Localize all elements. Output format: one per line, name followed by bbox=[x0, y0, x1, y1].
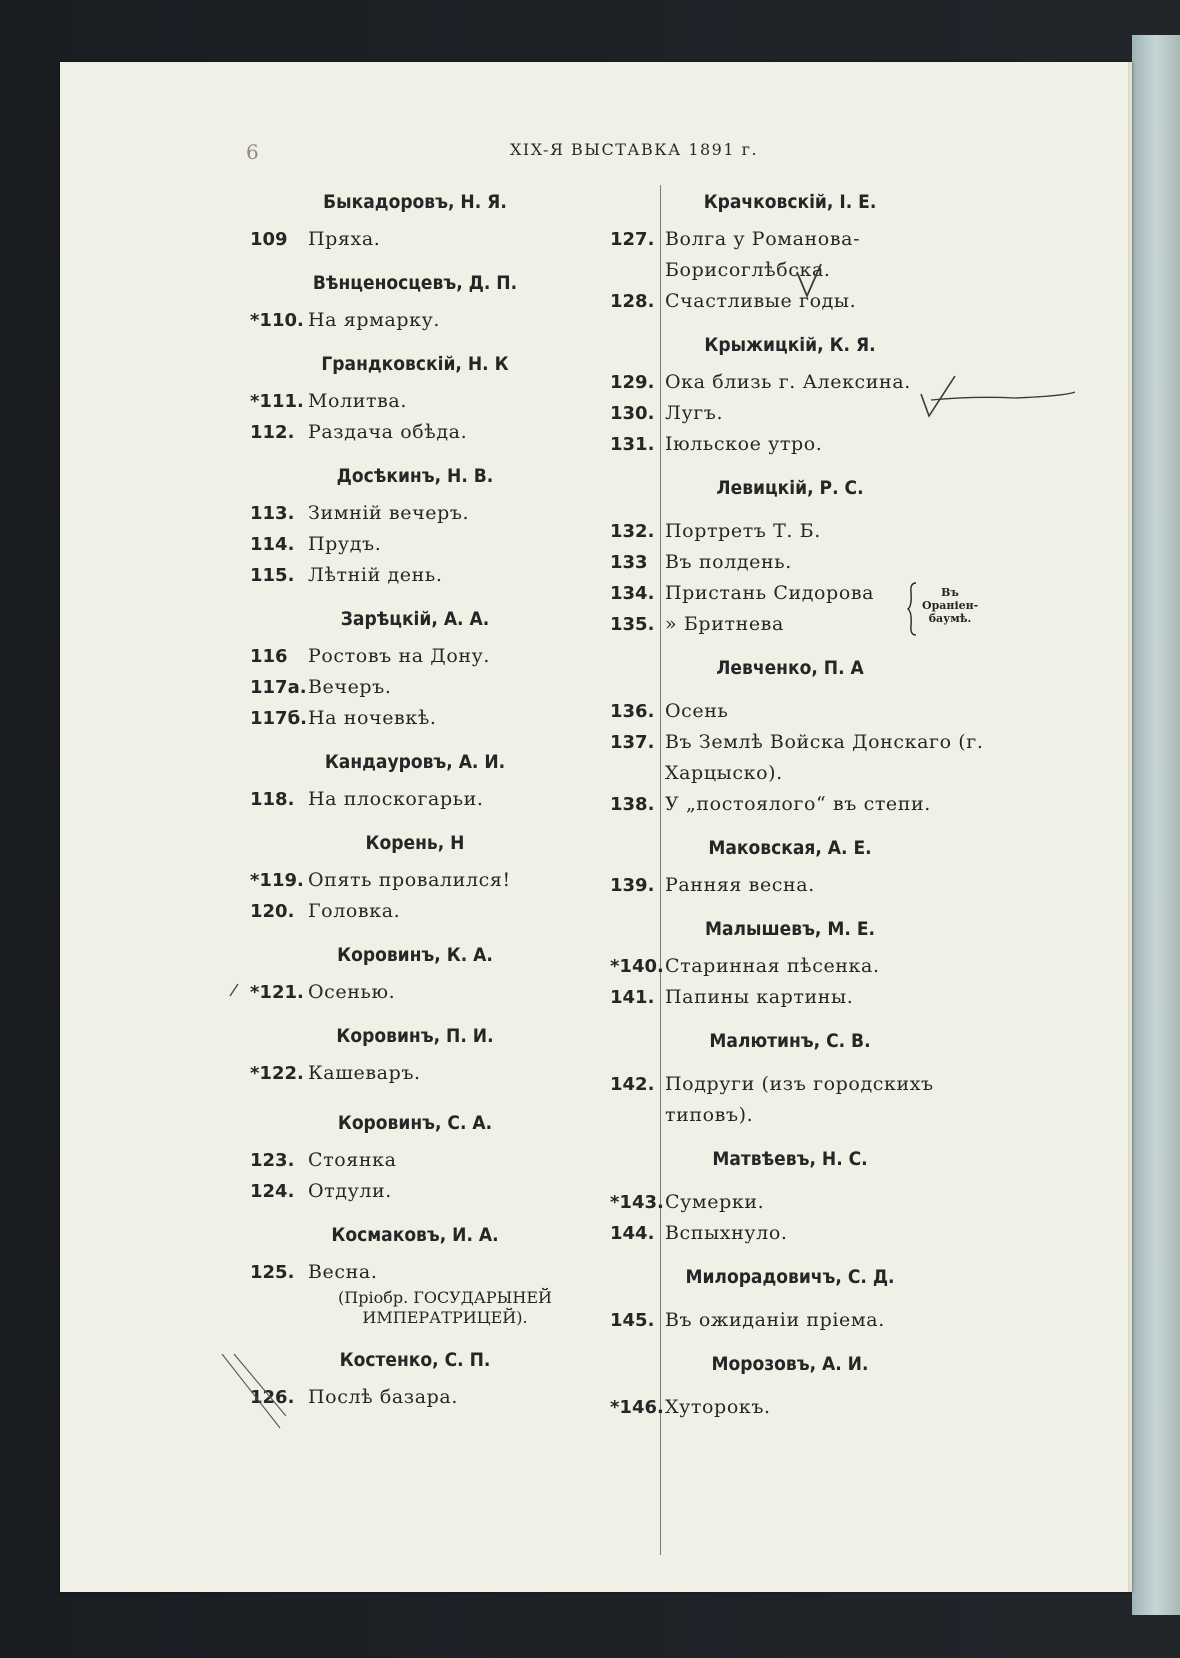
entry-number: 137. bbox=[610, 732, 655, 753]
artist-heading: Коровинъ, К. А. bbox=[337, 944, 493, 966]
page-header bbox=[60, 140, 1132, 170]
entry-number: 145. bbox=[610, 1310, 655, 1331]
entry-number: *111. bbox=[250, 391, 304, 412]
entry-title: Прудъ. bbox=[308, 533, 382, 555]
entry-number: 109 bbox=[250, 229, 288, 250]
entry-title: Счастливые годы. bbox=[665, 290, 857, 312]
entry-number: 124. bbox=[250, 1181, 295, 1202]
entry-number: 125. bbox=[250, 1262, 295, 1283]
entry-number: 128. bbox=[610, 291, 655, 312]
catalog-entry bbox=[610, 1392, 1110, 1423]
entry-number: *146. bbox=[610, 1397, 664, 1418]
entry-title: Молитва. bbox=[308, 390, 408, 412]
catalog-entry bbox=[610, 367, 1110, 398]
entry-title: Въ ожиданіи пріема. bbox=[665, 1309, 885, 1331]
acquisition-note: (Пріобр. ГОСУДАРЫНЕЙ ИМПЕРАТРИЦЕЙ). bbox=[338, 1288, 552, 1327]
entry-number: 136. bbox=[610, 701, 655, 722]
location-note: Въ Ораніен-баумѣ. bbox=[922, 586, 979, 625]
entry-number: 130. bbox=[610, 403, 655, 424]
right-column bbox=[610, 180, 1110, 1423]
entry-number: 142. bbox=[610, 1074, 655, 1095]
entry-title: У „постоялого“ въ степи. bbox=[665, 793, 931, 815]
pencil-tick-icon bbox=[228, 980, 242, 998]
artist-heading: Малышевъ, М. Е. bbox=[704, 918, 876, 940]
page-fold bbox=[1128, 62, 1132, 1592]
entry-number: 129. bbox=[610, 372, 655, 393]
entry-number: 115. bbox=[250, 565, 295, 586]
entry-title: Ростовъ на Дону. bbox=[308, 645, 491, 667]
entry-title: Вечеръ. bbox=[308, 676, 392, 698]
entry-number: 133 bbox=[610, 552, 648, 573]
entry-number: 131. bbox=[610, 434, 655, 455]
catalog-entry bbox=[610, 429, 1110, 460]
catalog-entry bbox=[610, 951, 1110, 982]
entry-title: На ночевкѣ. bbox=[308, 707, 437, 729]
artist-heading: Морозовъ, А. И. bbox=[711, 1353, 869, 1375]
catalog-entry bbox=[610, 1069, 1110, 1131]
artist-heading: Кандауровъ, А. И. bbox=[324, 751, 506, 773]
entry-title: » Бритнева bbox=[665, 613, 784, 635]
catalog-entry bbox=[610, 224, 1110, 286]
artist-heading: Коровинъ, П. И. bbox=[336, 1025, 494, 1047]
entry-number: 138. bbox=[610, 794, 655, 815]
entry-title: Іюльское утро. bbox=[665, 433, 823, 455]
entry-number: 117б. bbox=[250, 708, 307, 729]
entry-title: Портретъ Т. Б. bbox=[665, 520, 821, 542]
entry-number: 141. bbox=[610, 987, 655, 1008]
entry-title: Весна. bbox=[308, 1261, 378, 1283]
entry-number: 118. bbox=[250, 789, 295, 810]
entry-number: *140. bbox=[610, 956, 664, 977]
artist-heading: Коровинъ, С. А. bbox=[337, 1112, 493, 1134]
curly-brace-icon bbox=[907, 582, 919, 636]
artist-heading: Досѣкинъ, Н. В. bbox=[336, 465, 494, 487]
entry-title: Лугъ. bbox=[665, 402, 724, 424]
entry-number: *143. bbox=[610, 1192, 664, 1213]
catalog-entry bbox=[610, 1305, 1110, 1336]
catalog-entry bbox=[610, 609, 1110, 640]
artist-heading: Космаковъ, И. А. bbox=[331, 1224, 499, 1246]
entry-number: 123. bbox=[250, 1150, 295, 1171]
entry-title: Послѣ базара. bbox=[308, 1386, 459, 1408]
artist-heading: Вѣнценосцевъ, Д. П. bbox=[312, 272, 518, 294]
catalog-entry bbox=[610, 727, 1110, 789]
entry-title: Подруги (изъ городскихъ типовъ). bbox=[665, 1073, 934, 1126]
entry-title: Пряха. bbox=[308, 228, 381, 250]
artist-heading: Милорадовичъ, С. Д. bbox=[685, 1266, 895, 1288]
book-edge-strip bbox=[1132, 35, 1180, 1615]
entry-title: Стоянка bbox=[308, 1149, 397, 1171]
entry-title: Сумерки. bbox=[665, 1191, 765, 1213]
artist-heading: Левченко, П. А bbox=[716, 657, 864, 679]
entry-title: Волга у Романова-Борисоглѣбска. bbox=[665, 228, 861, 281]
entry-title: Опять провалился! bbox=[308, 869, 511, 891]
catalog-entry bbox=[610, 516, 1110, 547]
entry-number: 117а. bbox=[250, 677, 307, 698]
artist-heading: Малютинъ, С. В. bbox=[709, 1030, 871, 1052]
entry-title: Пристань Сидорова bbox=[665, 582, 875, 604]
entry-number: *122. bbox=[250, 1063, 304, 1084]
entry-number: *119. bbox=[250, 870, 304, 891]
artist-heading: Зарѣцкій, А. А. bbox=[340, 608, 490, 630]
artist-heading: Корень, Н bbox=[365, 832, 465, 854]
catalog-entry bbox=[610, 870, 1110, 901]
entry-number: *121. bbox=[250, 982, 304, 1003]
catalog-entry bbox=[610, 398, 1110, 429]
entry-number: 116 bbox=[250, 646, 288, 667]
artist-heading: Грандковскій, Н. К bbox=[321, 353, 509, 375]
entry-title: Отдули. bbox=[308, 1180, 392, 1202]
artist-heading: Костенко, С. П. bbox=[339, 1349, 491, 1371]
entry-title: Лѣтній день. bbox=[308, 564, 443, 586]
entry-title: Кашеваръ. bbox=[308, 1062, 421, 1084]
entry-number: 112. bbox=[250, 422, 295, 443]
catalog-entry bbox=[610, 1218, 1110, 1249]
entry-title: Зимній вечеръ. bbox=[308, 502, 470, 524]
entry-title: Головка. bbox=[308, 900, 401, 922]
entry-title: Осенью. bbox=[308, 981, 396, 1003]
entry-number: 135. bbox=[610, 614, 655, 635]
entry-title: Ока близь г. Алексина. bbox=[665, 371, 911, 393]
entry-number: 114. bbox=[250, 534, 295, 555]
catalog-entry bbox=[610, 982, 1110, 1013]
artist-heading: Левицкій, Р. С. bbox=[716, 477, 864, 499]
artist-heading: Матвѣевъ, Н. С. bbox=[712, 1148, 868, 1170]
entry-number: 144. bbox=[610, 1223, 655, 1244]
artist-heading: Маковская, А. Е. bbox=[708, 837, 872, 859]
catalog-entry bbox=[610, 578, 1110, 609]
entry-number: 139. bbox=[610, 875, 655, 896]
entry-number: 120. bbox=[250, 901, 295, 922]
entry-number: *110. bbox=[250, 310, 304, 331]
entry-number: 132. bbox=[610, 521, 655, 542]
catalog-entry bbox=[610, 789, 1110, 820]
page-number: 6 bbox=[246, 140, 259, 164]
entry-title: Осень bbox=[665, 700, 729, 722]
entry-number: 134. bbox=[610, 583, 655, 604]
catalog-entry bbox=[610, 286, 1110, 317]
artist-heading: Крыжицкій, К. Я. bbox=[704, 334, 876, 356]
running-title: XIX-Я ВЫСТАВКА 1891 г. bbox=[510, 140, 759, 159]
catalog-entry bbox=[610, 696, 1110, 727]
entry-title: Хуторокъ. bbox=[665, 1396, 771, 1418]
entry-number: 126. bbox=[250, 1387, 295, 1408]
entry-number: 113. bbox=[250, 503, 295, 524]
entry-title: Ранняя весна. bbox=[665, 874, 815, 896]
catalog-entry bbox=[610, 547, 1110, 578]
artist-heading: Быкадоровъ, Н. Я. bbox=[323, 191, 507, 213]
entry-title: Въ полдень. bbox=[665, 551, 792, 573]
catalog-entry bbox=[610, 1187, 1110, 1218]
artist-heading: Крачковскій, І. Е. bbox=[703, 191, 877, 213]
document-page bbox=[60, 62, 1132, 1592]
entry-title: Вспыхнуло. bbox=[665, 1222, 788, 1244]
entry-title: Въ Землѣ Войска Донскаго (г. Харцыско). bbox=[665, 731, 984, 784]
entry-title: На ярмарку. bbox=[308, 309, 441, 331]
entry-title: Папины картины. bbox=[665, 986, 854, 1008]
entry-number: 127. bbox=[610, 229, 655, 250]
entry-title: Старинная пѣсенка. bbox=[665, 955, 880, 977]
entry-title: На плоскогарьи. bbox=[308, 788, 484, 810]
entry-title: Раздача обѣда. bbox=[308, 421, 468, 443]
